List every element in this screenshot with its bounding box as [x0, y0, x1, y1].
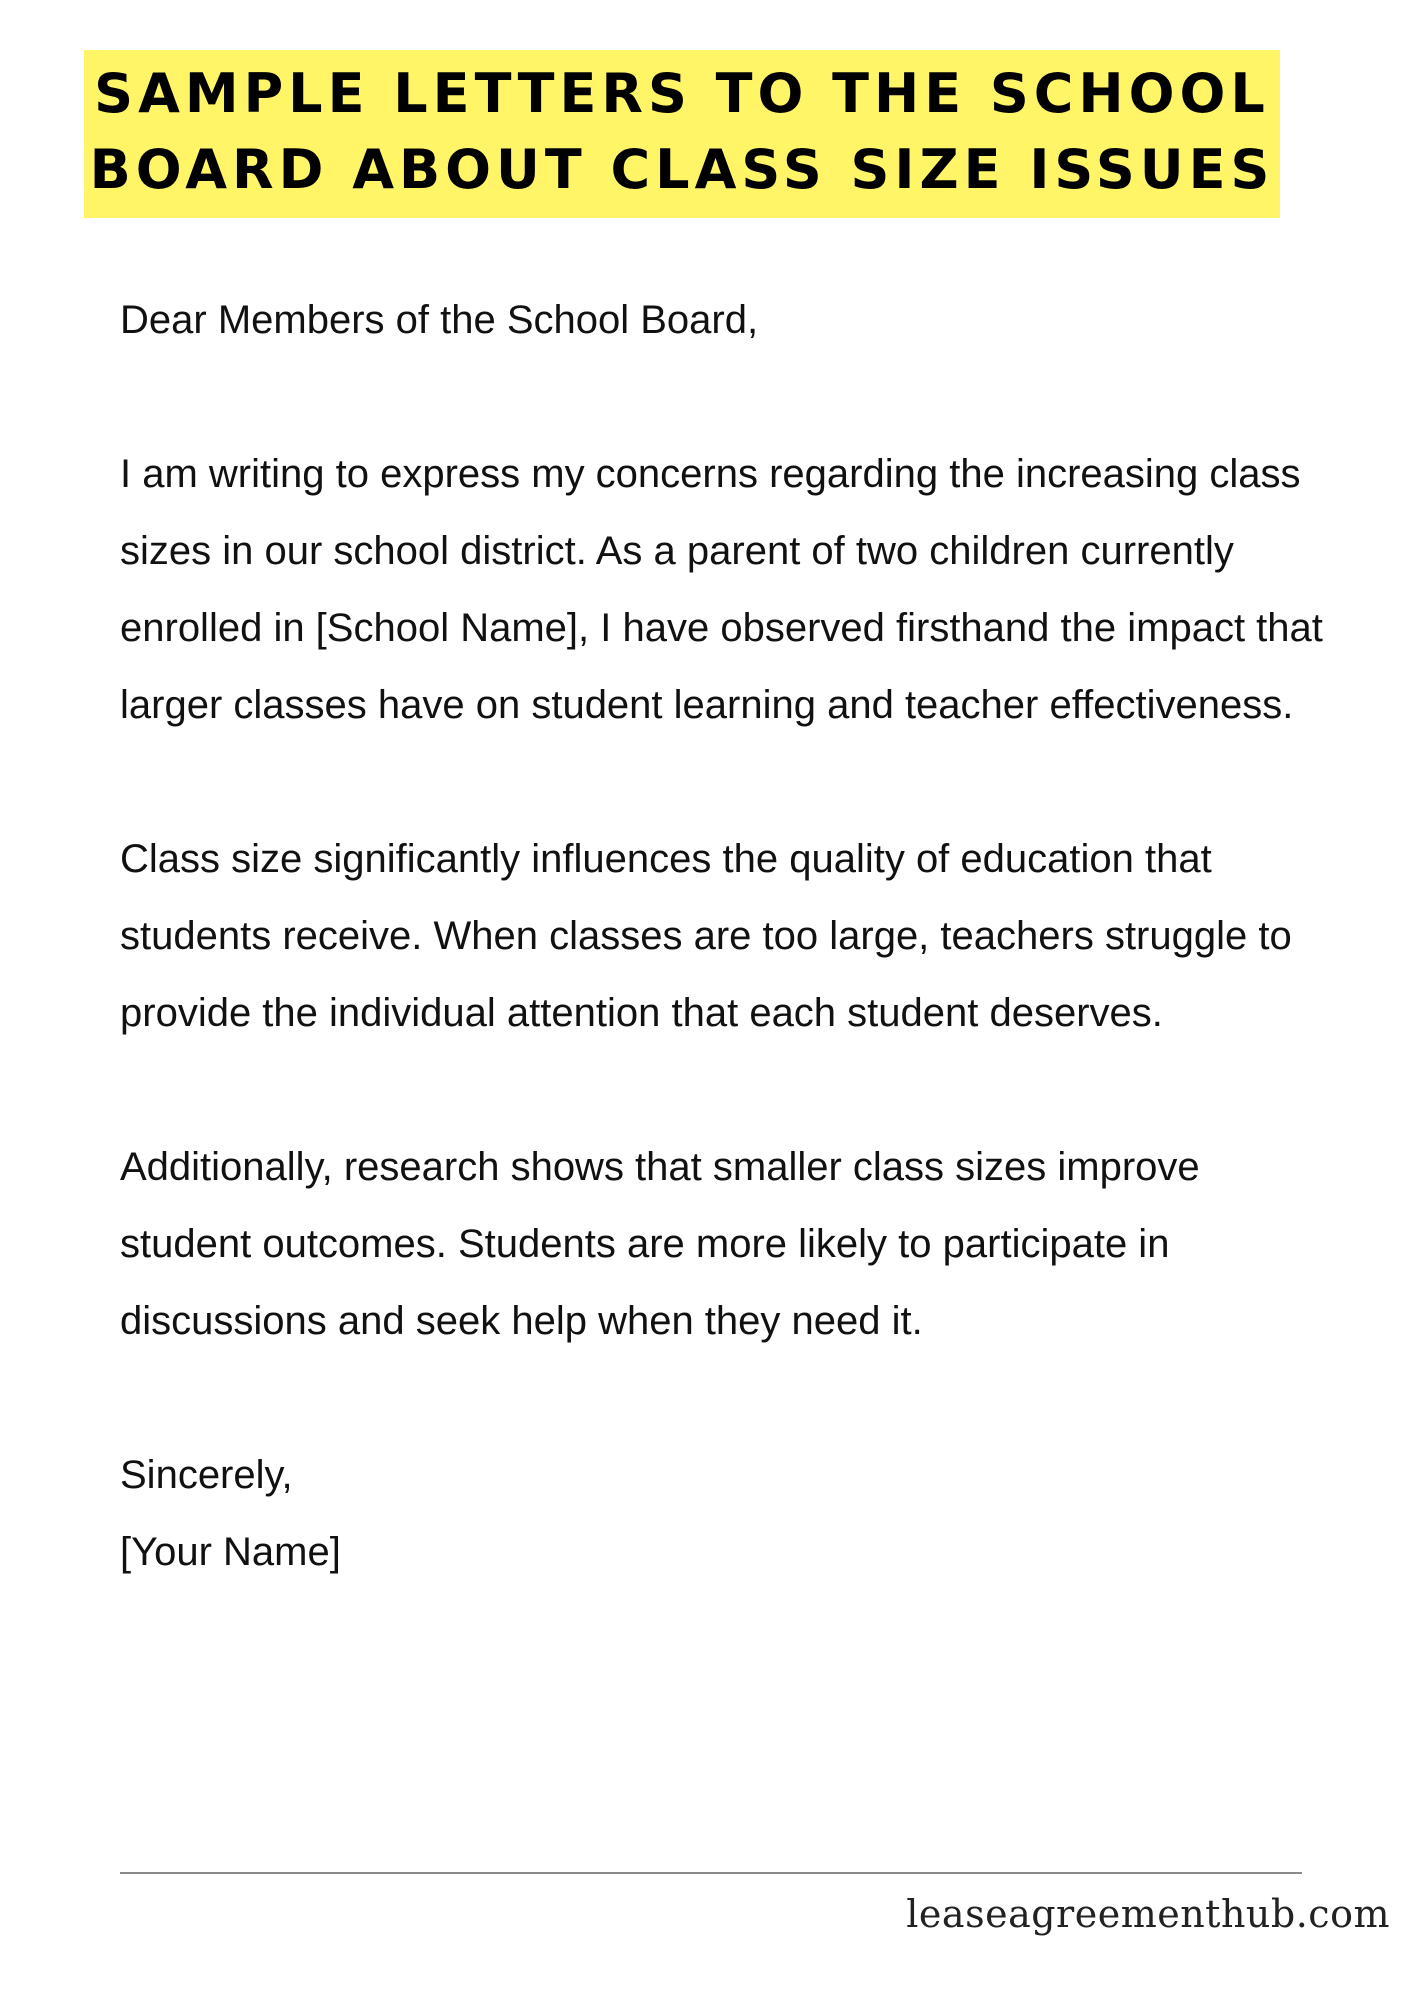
closing-block	[120, 1437, 1340, 1591]
paragraph-3: Additionally, research shows that smaller class sizes improve student outcomes. Students are more likely to participate in discussions and seek help when they need it.	[120, 1145, 1200, 1343]
title-line-1: SAMPLE LETTERS TO THE SCHOOL	[94, 62, 1270, 125]
footer-divider	[120, 1872, 1302, 1874]
title-line-2: BOARD ABOUT CLASS SIZE ISSUES	[89, 138, 1275, 201]
title-banner	[84, 50, 1280, 218]
closing: Sincerely,	[120, 1453, 293, 1497]
salutation: Dear Members of the School Board,	[120, 298, 759, 342]
paragraph-2: Class size significantly influences the quality of education that students receive. When classes are too large, teachers struggle to provide the individual attention that each student deserves.	[120, 837, 1292, 1035]
paragraph-1: I am writing to express my concerns regarding the increasing class sizes in our school district. As a parent of two children currently enrolled in [School Name], I have observed firsthand the impact that larger classes have on student learning and teacher effectiveness.	[120, 452, 1323, 727]
signature: [Your Name]	[120, 1530, 341, 1574]
website-footer: leaseagreementhub.com	[906, 1892, 1390, 1936]
letter-body	[120, 282, 1340, 1668]
